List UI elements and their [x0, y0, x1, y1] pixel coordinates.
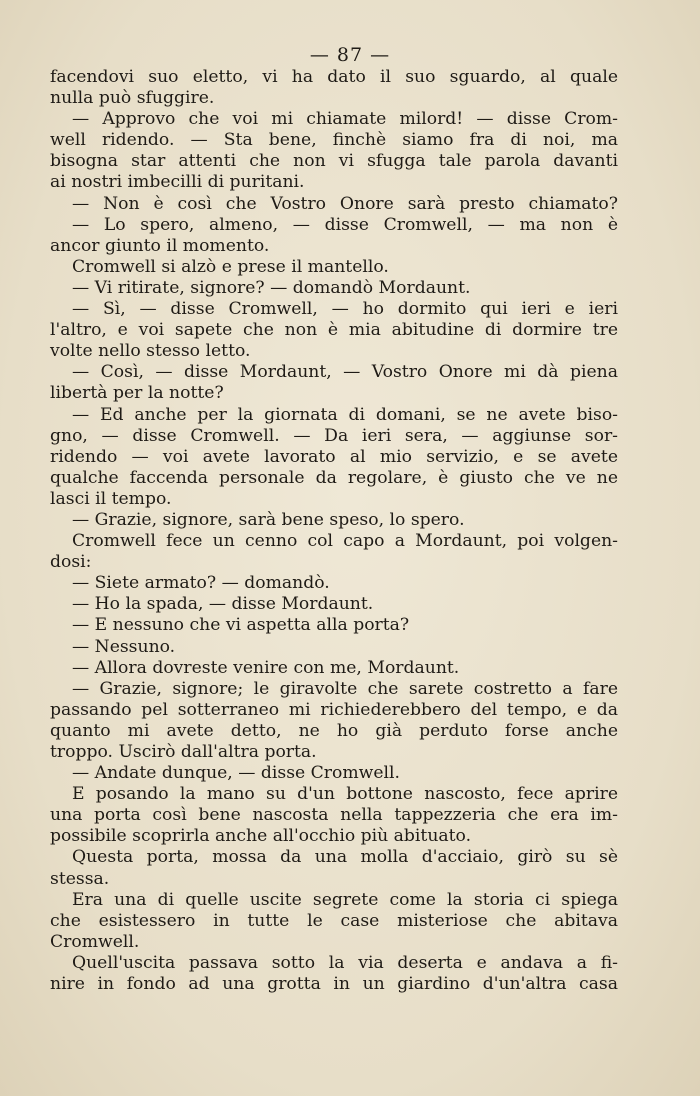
text-line: gno, — disse Cromwell. — Da ieri sera, — aggiunse sor- — [50, 425, 618, 446]
text-line: — Allora dovreste venire con me, Mordaunt. — [72, 657, 460, 678]
text-line: possibile scoprirla anche all'occhio più abituato. — [50, 826, 472, 847]
text-line: Cromwell. — [50, 931, 140, 952]
text-line: Quell'uscita passava sotto la via deserta e andava a fi- — [72, 952, 618, 973]
text-line: — Nessuno. — [72, 636, 176, 657]
text-line: Era una di quelle uscite segrete come la storia ci spiega — [72, 889, 618, 910]
text-line: — Andate dunque, — disse Cromwell. — [72, 763, 401, 784]
text-line: lasci il tempo. — [50, 488, 172, 509]
text-line: — Approvo che voi mi chiamate milord! — disse Crom- — [72, 109, 618, 130]
text-line: Cromwell fece un cenno col capo a Mordaunt, poi volgen- — [72, 531, 618, 552]
text-line: well ridendo. — Sta bene, finchè siamo fra di noi, ma — [50, 130, 618, 151]
text-line: ridendo — voi avete lavorato al mio servizio, e se avete — [50, 446, 618, 467]
text-line: — Così, — disse Mordaunt, — Vostro Onore mi dà piena — [72, 362, 618, 383]
text-line: — Grazie, signore, sarà bene speso, lo spero. — [72, 509, 465, 530]
text-line: — Grazie, signore; le giravolte che sarete costretto a fare — [72, 678, 618, 699]
text-line: ai nostri imbecilli di puritani. — [50, 172, 305, 193]
text-line: volte nello stesso letto. — [50, 341, 251, 362]
text-line: qualche faccenda personale da regolare, è giusto che ve ne — [50, 467, 618, 488]
text-line: nire in fondo ad una grotta in un giardino d'un'altra casa — [50, 974, 618, 995]
text-line: — Siete armato? — domandò. — [72, 573, 330, 594]
text-line: passando pel sotterraneo mi richiederebbero del tempo, e da — [50, 699, 618, 720]
text-line: facendovi suo eletto, vi ha dato il suo sguardo, al quale — [50, 67, 618, 87]
text-line: Cromwell si alzò e prese il mantello. — [72, 256, 389, 277]
text-line: bisogna star attenti che non vi sfugga tale parola davanti — [50, 151, 618, 172]
text-line: — Sì, — disse Cromwell, — ho dormito qui ieri e ieri — [72, 299, 618, 320]
text-line: — E nessuno che vi aspetta alla porta? — [72, 615, 410, 636]
text-line: stessa. — [50, 868, 110, 889]
text-line: troppo. Uscirò dall'altra porta. — [50, 742, 317, 762]
page-number: — 87 — — [309, 44, 391, 66]
text-line: una porta così bene nascosta nella tappezzeria che era im- — [50, 805, 618, 826]
text-line: che esistessero in tutte le case misteriose che abitava — [50, 910, 618, 931]
text-line: ancor giunto il momento. — [50, 235, 270, 256]
text-line: Questa porta, mossa da una molla d'acciaio, girò su sè — [72, 847, 618, 868]
text-line: E posando la mano su d'un bottone nascosto, fece aprire — [72, 784, 618, 805]
text-line: — Ed anche per la giornata di domani, se ne avete biso- — [72, 404, 618, 425]
body-text — [50, 67, 618, 995]
text-line: — Non è così che Vostro Onore sarà presto chiamato? — [72, 193, 618, 214]
text-line: l'altro, e voi sapete che non è mia abitudine di dormire tre — [50, 320, 618, 341]
text-line: — Vi ritirate, signore? — domandò Mordaunt. — [72, 277, 471, 298]
text-line: — Ho la spada, — disse Mordaunt. — [72, 594, 374, 615]
text-line: nulla può sfuggire. — [50, 88, 215, 109]
text-line: quanto mi avete detto, ne ho già perduto forse anche — [50, 720, 618, 741]
text-line: libertà per la notte? — [50, 383, 224, 404]
text-line: dosi: — [50, 552, 92, 573]
text-line: — Lo spero, almeno, — disse Cromwell, — ma non è — [72, 214, 618, 235]
